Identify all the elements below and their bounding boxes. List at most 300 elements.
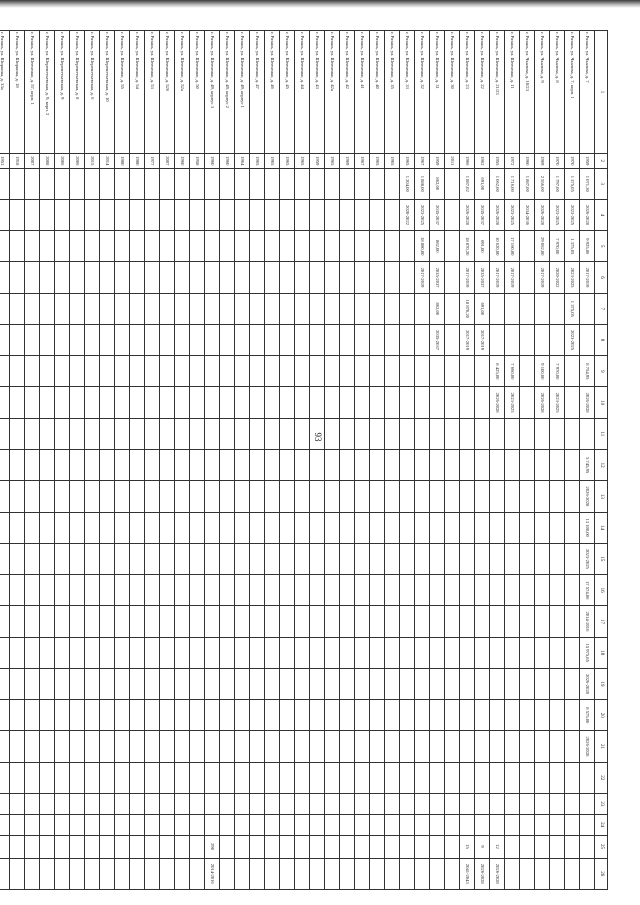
table-cell xyxy=(250,700,265,731)
table-cell xyxy=(40,356,55,387)
table-cell xyxy=(295,293,310,324)
table-cell xyxy=(265,793,280,814)
table-cell xyxy=(40,575,55,606)
table-cell xyxy=(175,262,190,293)
table-cell xyxy=(460,606,475,637)
table-cell xyxy=(400,481,415,512)
table-cell xyxy=(295,262,310,293)
table-cell: 1977 xyxy=(145,154,160,169)
column-number: 13 xyxy=(595,481,608,512)
table-cell xyxy=(550,835,565,858)
table-cell xyxy=(430,387,445,418)
table-cell xyxy=(205,231,220,262)
address-cell: г. Рязань, ул. Шевченко, д. 57, корп. 1 xyxy=(25,31,40,154)
table-cell: 2017-2019 xyxy=(475,324,490,355)
table-cell xyxy=(145,262,160,293)
table-cell xyxy=(520,324,535,355)
table-cell: 2011 xyxy=(445,154,460,169)
table-cell: 1960 xyxy=(205,154,220,169)
table-cell: 8 575,00 xyxy=(580,700,595,731)
table-cell xyxy=(580,762,595,793)
table-cell: 1980 xyxy=(115,154,130,169)
table-cell xyxy=(430,356,445,387)
table-cell xyxy=(430,814,445,835)
table-cell xyxy=(295,700,310,731)
address-cell: г. Рязань, ул. Шевченко, д. 49, корпус 2 xyxy=(220,31,235,154)
table-cell xyxy=(25,731,40,762)
table-cell xyxy=(355,262,370,293)
table-cell xyxy=(280,449,295,480)
table-cell xyxy=(25,262,40,293)
table-cell: 9 100,00 xyxy=(535,356,550,387)
table-cell xyxy=(295,543,310,574)
table-cell xyxy=(85,356,100,387)
table-cell xyxy=(520,512,535,543)
table-cell xyxy=(130,199,145,230)
table-cell xyxy=(565,418,580,449)
table-cell xyxy=(115,858,130,889)
table-cell xyxy=(280,793,295,814)
table-row xyxy=(160,31,175,890)
table-row xyxy=(355,31,370,890)
table-cell xyxy=(295,835,310,858)
table-cell xyxy=(220,814,235,835)
table-cell xyxy=(355,835,370,858)
table-cell xyxy=(565,449,580,480)
address-cell: г. Рязань, ул. Шевченко, д. 11 xyxy=(505,31,520,154)
table-cell xyxy=(10,356,25,387)
column-number: 10 xyxy=(595,387,608,418)
table-cell xyxy=(0,481,10,512)
table-cell xyxy=(295,606,310,637)
table-cell: 2017-2019 xyxy=(505,262,520,293)
table-cell xyxy=(220,575,235,606)
table-cell xyxy=(520,668,535,699)
table-cell xyxy=(55,700,70,731)
table-cell xyxy=(325,637,340,668)
table-cell xyxy=(100,575,115,606)
table-cell xyxy=(205,793,220,814)
rotated-table xyxy=(0,30,608,890)
table-cell: 2017-2019 xyxy=(460,262,475,293)
table-cell xyxy=(160,262,175,293)
table-cell xyxy=(400,512,415,543)
table-cell xyxy=(295,575,310,606)
table-cell xyxy=(55,762,70,793)
table-cell: 2014-2016 xyxy=(205,858,220,889)
table-row xyxy=(490,31,505,890)
table-cell xyxy=(55,293,70,324)
table-cell xyxy=(220,762,235,793)
table-cell xyxy=(490,700,505,731)
table-cell xyxy=(310,814,325,835)
table-cell xyxy=(295,324,310,355)
table-cell: 2035-2037 xyxy=(430,199,445,230)
table-cell xyxy=(175,356,190,387)
table-row xyxy=(535,31,550,890)
table-cell xyxy=(145,231,160,262)
table-cell xyxy=(580,293,595,324)
table-cell xyxy=(85,199,100,230)
table-cell: 2006 xyxy=(70,154,85,169)
table-cell xyxy=(415,835,430,858)
table-cell xyxy=(10,858,25,889)
table-cell: 2020-2022 xyxy=(550,262,565,293)
table-cell xyxy=(145,168,160,199)
table-cell xyxy=(370,762,385,793)
table-cell xyxy=(70,668,85,699)
table-cell xyxy=(205,637,220,668)
table-cell xyxy=(535,543,550,574)
table-cell xyxy=(460,700,475,731)
table-cell xyxy=(190,606,205,637)
table-cell xyxy=(415,762,430,793)
table-cell xyxy=(85,606,100,637)
table-row xyxy=(460,31,475,890)
table-cell xyxy=(70,418,85,449)
table-cell xyxy=(310,700,325,731)
table-cell xyxy=(550,293,565,324)
table-cell xyxy=(55,606,70,637)
table-cell xyxy=(55,449,70,480)
table-cell xyxy=(460,814,475,835)
table-cell xyxy=(70,168,85,199)
table-cell xyxy=(115,835,130,858)
table-cell: 691,00 xyxy=(475,293,490,324)
table-cell xyxy=(160,387,175,418)
table-cell xyxy=(10,700,25,731)
table-cell xyxy=(400,575,415,606)
table-cell xyxy=(535,762,550,793)
table-cell xyxy=(130,293,145,324)
table-cell xyxy=(370,512,385,543)
table-cell xyxy=(250,762,265,793)
table-cell: 2035-2037 xyxy=(430,262,445,293)
table-cell xyxy=(145,700,160,731)
table-cell xyxy=(0,449,10,480)
table-cell xyxy=(580,858,595,889)
table-cell xyxy=(535,835,550,858)
table-cell xyxy=(175,700,190,731)
column-number: 17 xyxy=(595,606,608,637)
table-cell xyxy=(25,668,40,699)
table-cell xyxy=(355,668,370,699)
table-cell xyxy=(175,668,190,699)
table-cell xyxy=(370,835,385,858)
table-cell xyxy=(520,356,535,387)
table-cell xyxy=(55,168,70,199)
table-cell xyxy=(325,575,340,606)
table-cell xyxy=(520,700,535,731)
table-cell xyxy=(310,293,325,324)
table-cell xyxy=(325,262,340,293)
table-cell xyxy=(445,858,460,889)
table-cell xyxy=(445,293,460,324)
table-cell xyxy=(250,168,265,199)
table-cell xyxy=(10,835,25,858)
table-cell xyxy=(40,293,55,324)
table-cell xyxy=(145,835,160,858)
table-cell: 2035-2037 xyxy=(475,199,490,230)
table-cell xyxy=(325,387,340,418)
table-cell xyxy=(55,793,70,814)
table-cell xyxy=(100,814,115,835)
column-number: 22 xyxy=(595,762,608,793)
table-cell xyxy=(220,199,235,230)
table-cell xyxy=(145,449,160,480)
table-cell xyxy=(325,449,340,480)
table-cell xyxy=(160,418,175,449)
table-cell xyxy=(400,262,415,293)
table-cell xyxy=(205,700,220,731)
table-row xyxy=(145,31,160,890)
table-cell xyxy=(310,231,325,262)
table-cell: 2023-2025 xyxy=(550,199,565,230)
table-cell xyxy=(70,762,85,793)
table-cell xyxy=(490,418,505,449)
table-cell xyxy=(85,481,100,512)
table-cell xyxy=(40,668,55,699)
table-cell xyxy=(40,481,55,512)
table-cell xyxy=(490,793,505,814)
table-cell xyxy=(250,858,265,889)
table-cell xyxy=(325,418,340,449)
table-cell xyxy=(445,637,460,668)
table-cell xyxy=(40,637,55,668)
table-cell xyxy=(10,449,25,480)
table-cell xyxy=(25,356,40,387)
table-cell xyxy=(205,543,220,574)
table-cell xyxy=(565,835,580,858)
table-cell: 1969 xyxy=(340,154,355,169)
table-cell xyxy=(250,668,265,699)
table-cell xyxy=(70,387,85,418)
table-cell: 1 797,00 xyxy=(550,168,565,199)
table-cell xyxy=(145,731,160,762)
table-cell xyxy=(415,814,430,835)
table-cell xyxy=(430,731,445,762)
table-cell xyxy=(175,512,190,543)
table-cell xyxy=(415,481,430,512)
table-cell xyxy=(190,449,205,480)
table-cell xyxy=(160,543,175,574)
table-cell xyxy=(565,606,580,637)
table-cell xyxy=(325,324,340,355)
table-row xyxy=(565,31,580,890)
table-row xyxy=(55,31,70,890)
table-cell: 17 574,86 xyxy=(580,575,595,606)
table-cell xyxy=(280,814,295,835)
table-cell xyxy=(160,731,175,762)
table-cell xyxy=(520,262,535,293)
table-cell xyxy=(70,512,85,543)
address-cell: г. Рязань, ул. Шевченко, д. 32 xyxy=(415,31,430,154)
address-cell: г. Рязань, ул. Шереметьевская, д. 9 xyxy=(55,31,70,154)
table-cell xyxy=(280,199,295,230)
table-cell xyxy=(475,356,490,387)
table-cell: 1959 xyxy=(580,154,595,169)
table-cell xyxy=(0,731,10,762)
table-cell: 691,00 xyxy=(475,231,490,262)
table-cell xyxy=(10,324,25,355)
table-cell xyxy=(475,512,490,543)
table-cell xyxy=(400,731,415,762)
table-cell xyxy=(250,231,265,262)
table-cell xyxy=(235,481,250,512)
table-cell xyxy=(550,668,565,699)
table-cell: 2023-2025 xyxy=(565,262,580,293)
table-cell xyxy=(100,762,115,793)
table-cell: 1955 xyxy=(490,154,505,169)
table-cell xyxy=(520,387,535,418)
table-cell xyxy=(400,858,415,889)
table-cell xyxy=(460,637,475,668)
table-cell xyxy=(430,606,445,637)
table-cell xyxy=(235,835,250,858)
table-cell xyxy=(325,731,340,762)
table-cell xyxy=(520,858,535,889)
table-cell xyxy=(220,731,235,762)
table-cell xyxy=(40,858,55,889)
table-row xyxy=(220,31,235,890)
table-row xyxy=(235,31,250,890)
table-cell xyxy=(160,835,175,858)
table-cell xyxy=(310,199,325,230)
table-cell xyxy=(325,606,340,637)
table-cell xyxy=(85,858,100,889)
table-cell xyxy=(160,512,175,543)
table-cell xyxy=(355,481,370,512)
table-cell xyxy=(535,731,550,762)
table-cell xyxy=(175,637,190,668)
table-cell xyxy=(160,356,175,387)
table-cell xyxy=(355,199,370,230)
table-cell xyxy=(400,814,415,835)
table-cell xyxy=(475,637,490,668)
table-cell: 2017-2019 xyxy=(415,262,430,293)
table-cell xyxy=(325,512,340,543)
address-cell: г. Рязань, ул. Шереметьевская, д. 6 xyxy=(85,31,100,154)
table-cell: 2007 xyxy=(160,154,175,169)
table-cell xyxy=(310,793,325,814)
table-cell xyxy=(295,168,310,199)
table-cell xyxy=(40,387,55,418)
table-cell: 1965 xyxy=(295,154,310,169)
table-cell xyxy=(190,858,205,889)
table-cell xyxy=(220,231,235,262)
table-cell xyxy=(325,700,340,731)
table-row xyxy=(40,31,55,890)
table-cell xyxy=(85,231,100,262)
table-cell xyxy=(340,762,355,793)
table-cell xyxy=(535,293,550,324)
table-cell xyxy=(190,356,205,387)
table-cell xyxy=(55,512,70,543)
table-cell xyxy=(190,575,205,606)
table-cell xyxy=(175,324,190,355)
address-cell: г. Рязань, ул. Шевченко, д. 23 xyxy=(460,31,475,154)
table-cell xyxy=(190,262,205,293)
table-cell xyxy=(310,835,325,858)
table-cell xyxy=(370,793,385,814)
table-cell xyxy=(370,606,385,637)
table-cell xyxy=(40,793,55,814)
table-cell xyxy=(280,387,295,418)
table-cell xyxy=(310,324,325,355)
table-cell xyxy=(70,324,85,355)
table-cell xyxy=(145,543,160,574)
table-cell xyxy=(265,606,280,637)
table-cell xyxy=(40,199,55,230)
table-cell xyxy=(265,199,280,230)
table-cell xyxy=(115,481,130,512)
table-cell xyxy=(550,637,565,668)
table-cell xyxy=(310,668,325,699)
table-cell xyxy=(55,835,70,858)
table-cell xyxy=(325,814,340,835)
table-cell: 2017-2019 xyxy=(490,262,505,293)
table-cell: 2023-2025 xyxy=(565,324,580,355)
table-cell xyxy=(190,793,205,814)
table-cell xyxy=(85,637,100,668)
table-cell xyxy=(235,449,250,480)
table-cell xyxy=(355,418,370,449)
table-cell xyxy=(250,606,265,637)
table-cell xyxy=(475,606,490,637)
table-cell xyxy=(130,512,145,543)
table-cell: 2023-2025 xyxy=(505,387,520,418)
table-cell xyxy=(190,481,205,512)
table-row xyxy=(70,31,85,890)
table-cell xyxy=(40,418,55,449)
table-cell xyxy=(220,793,235,814)
table-cell xyxy=(0,356,10,387)
table-cell: 1 888,00 xyxy=(415,168,430,199)
table-row xyxy=(100,31,115,890)
table-cell xyxy=(175,199,190,230)
table-cell xyxy=(400,793,415,814)
table-cell xyxy=(355,700,370,731)
table-cell xyxy=(520,793,535,814)
table-cell xyxy=(295,731,310,762)
table-cell xyxy=(340,668,355,699)
table-cell xyxy=(0,762,10,793)
table-cell xyxy=(505,481,520,512)
table-cell: 17 160,00 xyxy=(505,231,520,262)
table-cell xyxy=(550,512,565,543)
table-cell xyxy=(145,858,160,889)
table-cell xyxy=(265,449,280,480)
table-cell xyxy=(580,793,595,814)
table-cell xyxy=(145,356,160,387)
table-cell xyxy=(100,606,115,637)
table-cell xyxy=(280,231,295,262)
table-cell xyxy=(445,168,460,199)
table-cell xyxy=(205,668,220,699)
table-cell xyxy=(355,575,370,606)
table-cell: 2023-2025 xyxy=(415,199,430,230)
table-cell xyxy=(280,762,295,793)
table-cell xyxy=(160,814,175,835)
table-cell xyxy=(175,835,190,858)
table-cell xyxy=(415,637,430,668)
table-cell xyxy=(385,668,400,699)
table-cell xyxy=(460,418,475,449)
table-cell: 2026-2028 xyxy=(580,199,595,230)
table-cell xyxy=(475,575,490,606)
table-cell xyxy=(295,793,310,814)
table-cell xyxy=(0,606,10,637)
